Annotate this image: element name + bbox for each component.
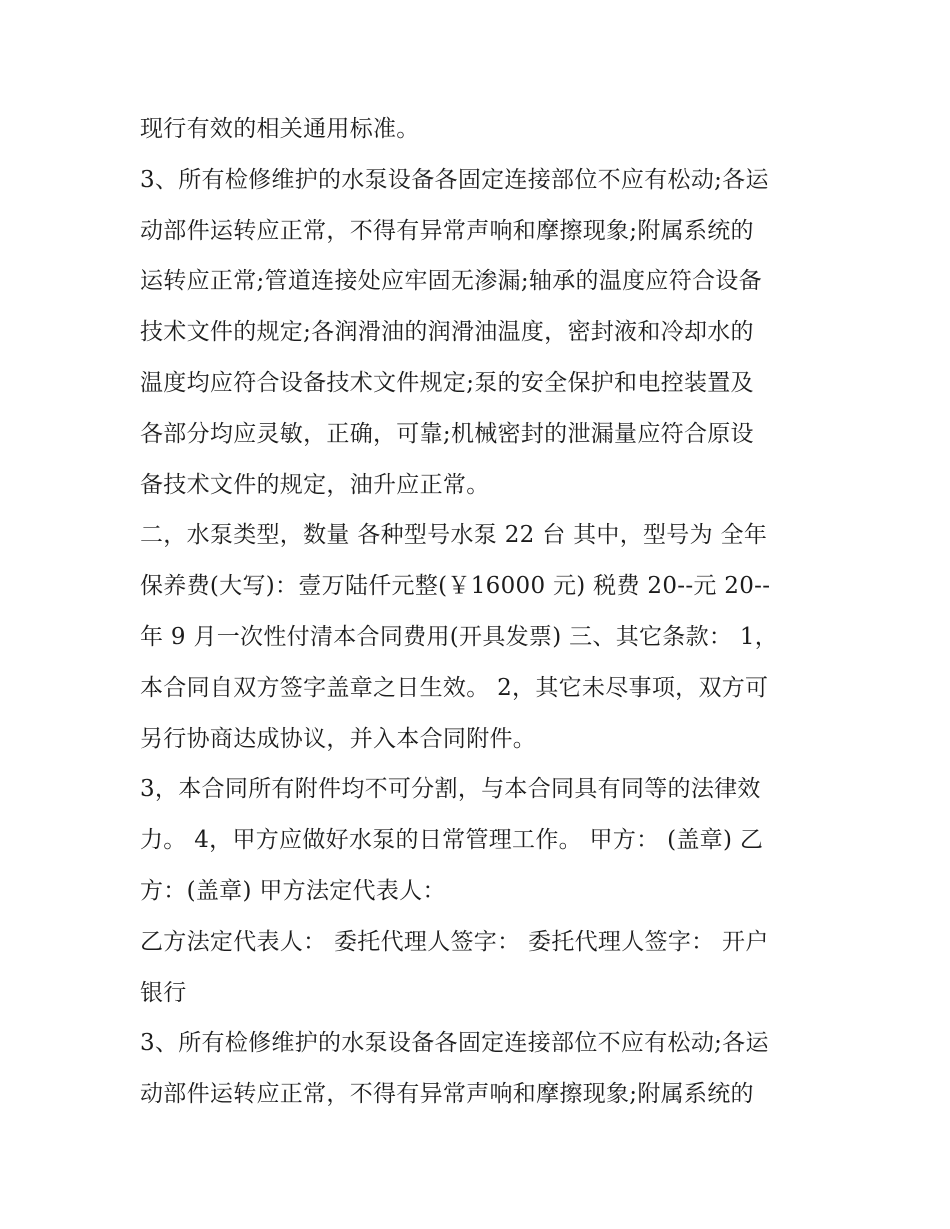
contract-text-block (140, 104, 810, 1120)
text-line: 动部件运转应正常，不得有异常声响和摩擦现象;附属系统的 (140, 217, 754, 244)
text-line: 运转应正常;管道连接处应牢固无渗漏;轴承的温度应符合设备 (140, 268, 762, 295)
text-line: 保养费(大写)：壹万陆仟元整(￥16000 元) 税费 20--元 20-- (140, 573, 771, 600)
text-line: 3，本合同所有附件均不可分割，与本合同具有同等的法律效 (140, 776, 761, 803)
text-line: 方：(盖章) 甲方法定代表人： (140, 877, 446, 904)
text-line: 动部件运转应正常，不得有异常声响和摩擦现象;附属系统的 (140, 1081, 754, 1108)
text-line: 力。 4，甲方应做好水泵的日常管理工作。 甲方： (盖章) 乙 (140, 827, 764, 854)
text-line: 3、所有检修维护的水泵设备各固定连接部位不应有松动;各运 (140, 1030, 769, 1057)
text-line: 现行有效的相关通用标准。 (140, 116, 420, 142)
text-line: 另行协商达成协议，并入本合同附件。 (140, 725, 537, 752)
text-line: 本合同自双方签字盖章之日生效。 2，其它未尽事项，双方可 (140, 674, 769, 701)
text-line: 备技术文件的规定，油升应正常。 (140, 471, 490, 498)
text-line: 年 9 月一次性付清本合同费用(开具发票) 三、其它条款： 1， (140, 623, 779, 650)
text-line: 3、所有检修维护的水泵设备各固定连接部位不应有松动;各运 (140, 166, 769, 193)
text-line: 技术文件的规定;各润滑油的润滑油温度，密封液和冷却水的 (140, 319, 754, 346)
text-line: 乙方法定代表人： 委托代理人签字： 委托代理人签字： 开户 (140, 928, 769, 955)
text-line: 银行 (140, 979, 187, 1006)
text-line: 二，水泵类型，数量 各种型号水泵 22 台 其中，型号为 全年 (140, 522, 768, 549)
text-line: 温度均应符合设备技术文件规定;泵的安全保护和电控装置及 (140, 369, 754, 396)
text-line: 各部分均应灵敏，正确，可靠;机械密封的泄漏量应符合原设 (140, 420, 754, 447)
